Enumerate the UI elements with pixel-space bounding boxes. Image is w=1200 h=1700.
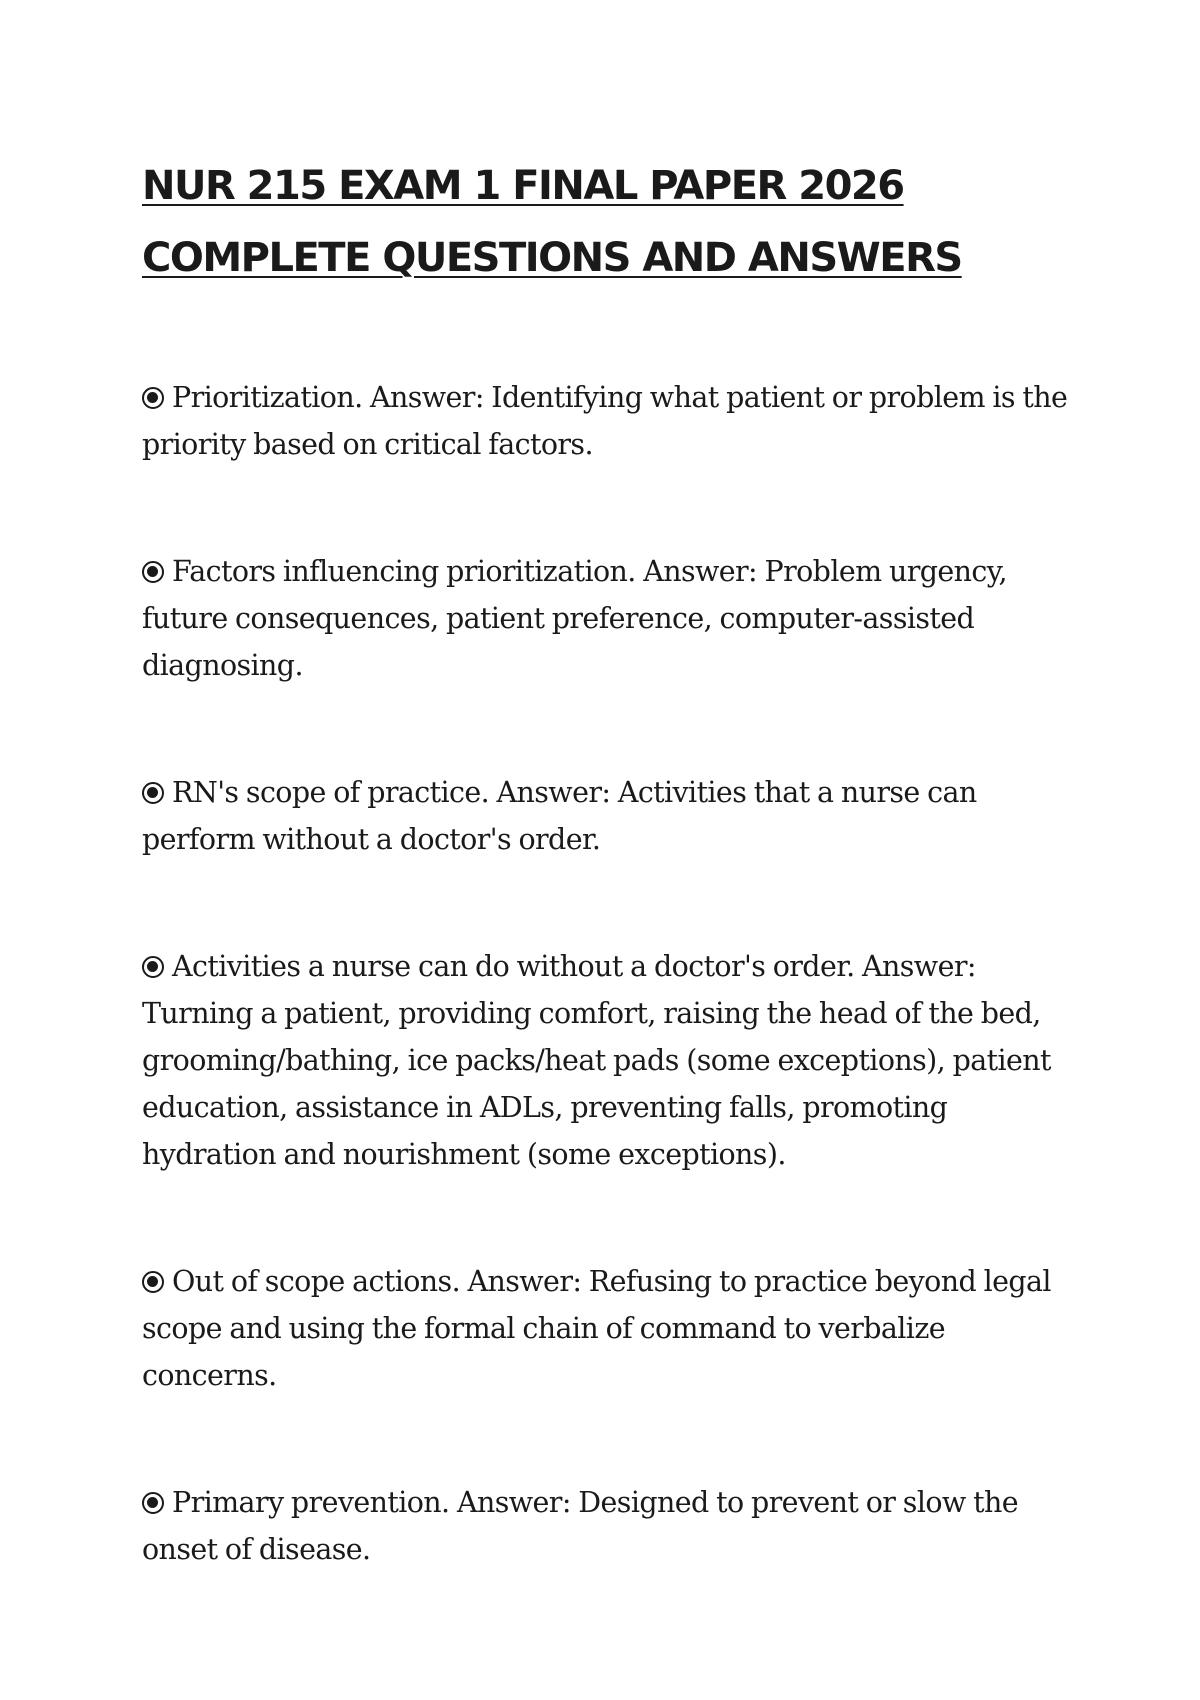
qa-item-text: RN's scope of practice. Answer: Activities that a nurse can perform without a doctor's order. (142, 776, 977, 856)
qa-item-text: Factors influencing prioritization. Answer: Problem urgency, future consequences, patient preference, computer-assisted diagnosing. (142, 555, 1007, 682)
qa-item-text: Primary prevention. Answer: Designed to prevent or slow the onset of disease. (142, 1486, 1019, 1566)
radio-bullet-icon (142, 387, 164, 409)
qa-item-text: Out of scope actions. Answer: Refusing to practice beyond legal scope and using the formal chain of command to verbalize concerns. (142, 1265, 1051, 1392)
radio-bullet-icon (142, 561, 164, 583)
radio-bullet-icon (142, 1492, 164, 1514)
qa-item-text: Activities a nurse can do without a doctor's order. Answer: Turning a patient, providing comfort, raising the head of the bed, grooming/bathing, ice packs/heat pads (some exceptions), patient education, assistance in ADLs, preventing falls, promoting hydration and nourishment (some exceptions). (142, 950, 1051, 1171)
radio-bullet-icon (142, 956, 164, 978)
qa-item-text: Prioritization. Answer: Identifying what patient or problem is the priority based on critical factors. (142, 381, 1068, 461)
qa-item-nurse-activities (142, 943, 1077, 1178)
document-title: NUR 215 EXAM 1 FINAL PAPER 2026 COMPLETE QUESTIONS AND ANSWERS (142, 163, 962, 281)
radio-bullet-icon (142, 1271, 164, 1293)
qa-item-out-of-scope (142, 1258, 1077, 1399)
qa-list (142, 374, 1077, 1653)
qa-item-factors (142, 548, 1077, 689)
radio-bullet-icon (142, 782, 164, 804)
qa-item-prioritization (142, 374, 1077, 468)
qa-item-rn-scope (142, 769, 1077, 863)
qa-item-primary-prevention (142, 1479, 1077, 1573)
